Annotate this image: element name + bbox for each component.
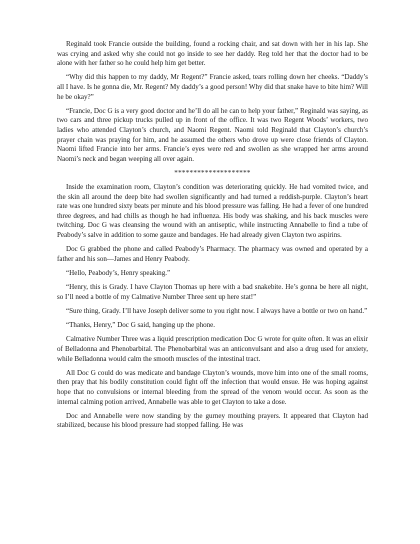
paragraph: Reginald took Francie outside the building, found a rocking chair, and sat down with her in his lap. She was crying and asked why she could not go inside to see her daddy. Reg told her that the doctor had to be alone with her father so he could help him get better. (57, 40, 368, 68)
paragraph: “Sure thing, Grady. I’ll have Joseph deliver some to you right now. I always have a bottle or two on hand.” (66, 307, 368, 315)
paragraph: Inside the examination room, Clayton’s condition was deteriorating quickly. He had vomited twice, and the skin all around the deep bite had swollen significantly and had turned a reddish-purple. Clayton’s heart rate was one hundred sixty beats per minute and his blood pressure was falling. He had a fever of one hundred three degrees, and had chills as though he had influenza. His body was shaking, and his back muscles were twitching. Doc G was cleansing the wound with an antiseptic, while instructing Annabelle to find a tube of Peabody’s salve in addition to some gauze and bandages. He had already given Clayton two aspirins. (57, 183, 368, 240)
paragraph: “Hello, Peabody’s, Henry speaking.” (66, 269, 171, 278)
scene-separator: ******************** (174, 168, 251, 177)
paragraph: Doc and Annabelle were now standing by the gurney mouthing prayers. It appeared that Clayton had stabilized, because his blood pressure had stopped falling. He was (57, 411, 368, 430)
paragraph: “Henry, this is Grady. I have Clayton Thomas up here with a bad snakebite. He’s gonna be here all night, so I’ll need a bottle of my Calmative Number Three sent up here stat!” (57, 283, 368, 301)
paragraph: Calmative Number Three was a liquid prescription medication Doc G wrote for quite often. It was an elixir of Belladonna and Phenobarbital. The Phenobarbital was an anticonvulsant and also a drug used for anxiety, while Belladonna would calm the smooth muscles of the intestinal tract. (57, 335, 369, 363)
paragraph: “Thanks, Henry,” Doc G said, hanging up the phone. (66, 321, 216, 330)
paragraph: “Francie, Doc G is a very good doctor and he’ll do all he can to help your father,” Reginald was saying, as two cars and three pickup trucks pulled up in front of the office. It was two Regent Woods’ workers, two ladies who attended Clayton’s church, and Naomi Regent. Naomi told Reginald that Clayton’s church’s prayer chain was praying for him, and he assumed the others who drove up were close friends of Clayton. Naomi lifted Francie into her arms. Francie’s eyes were red and swollen as she wrapped her arms around Naomi’s neck and began weeping all over again. (57, 106, 368, 163)
paragraph: “Why did this happen to my daddy, Mr Regent?” Francie asked, tears rolling down her cheeks. “Daddy’s all I have. Is he gonna die, Mr. Regent? My daddy’s a good person! Why did that snake have to bite him? Will he be okay?” (57, 73, 368, 101)
paragraph: All Doc G could do was medicate and bandage Clayton’s wounds, move him into one of the small rooms, then pray that his bodily constitution could fight off the infection that would ensue. He was hoping against hope that no convulsions or internal bleeding from the spread of the venom would occur. As soon as the internal calming potion arrived, Annabelle was able to get Clayton to take a dose. (57, 368, 368, 406)
paragraph: Doc G grabbed the phone and called Peabody’s Pharmacy. The pharmacy was owned and operated by a father and his son—James and Henry Peabody. (57, 245, 368, 263)
